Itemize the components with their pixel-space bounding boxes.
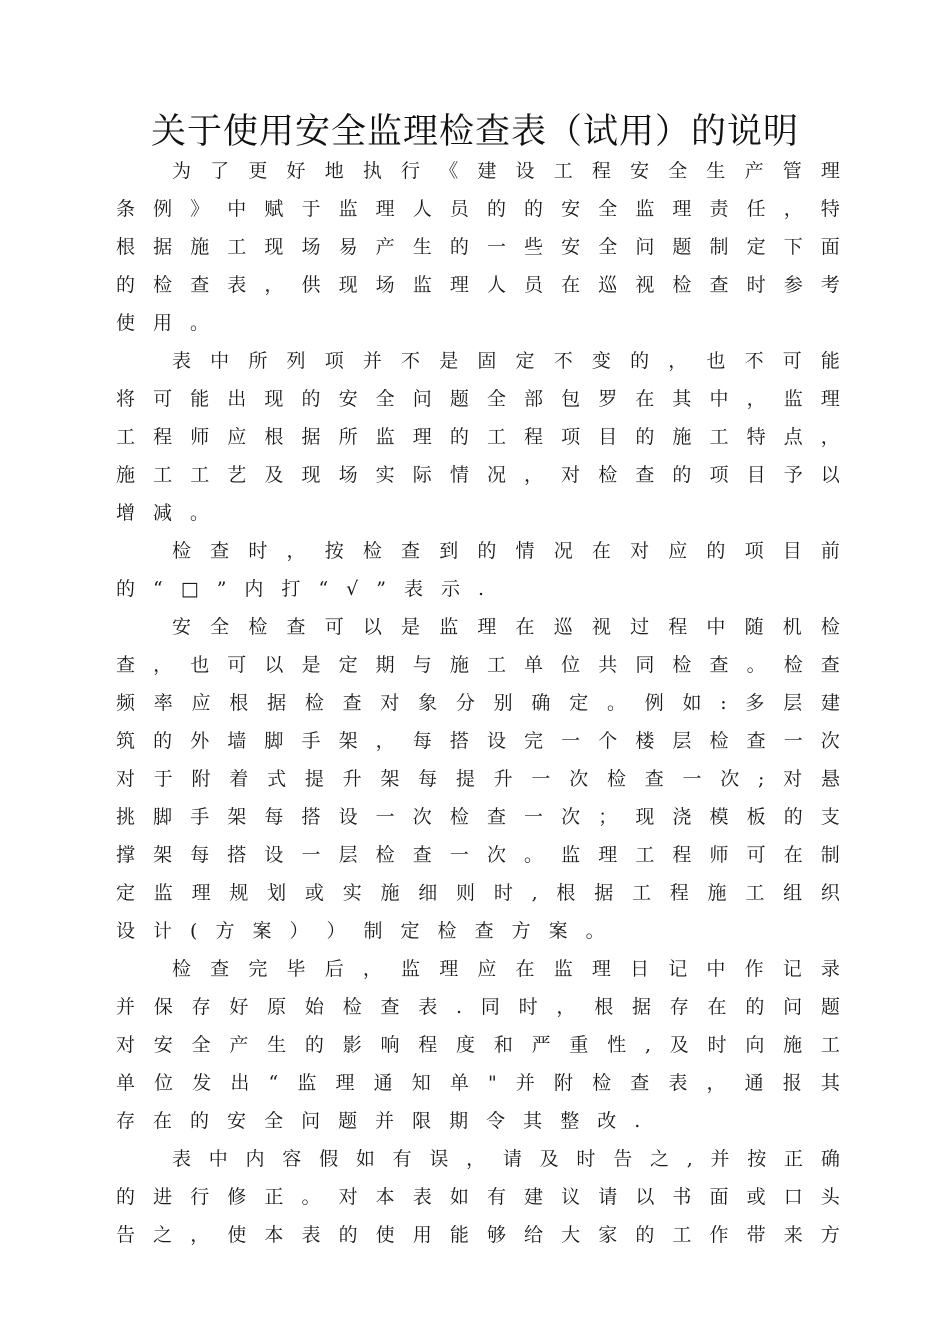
text-line: 查 ， 也 可 以 是 定 期 与 施 工 单 位 共 同 检 查 。 检 查 <box>116 654 840 676</box>
text-line: 单 位 发 出 “ 监 理 通 知 单 " 并 附 检 查 表 ， 通 报 其 <box>116 1072 840 1094</box>
text-line: 撑 架 每 搭 设 一 层 检 查 一 次 。 监 理 工 程 师 可 在 制 <box>116 844 840 866</box>
text-line: 的 进 行 修 正 。 对 本 表 如 有 建 议 请 以 书 面 或 口 头 <box>116 1186 840 1208</box>
text-line: 根 据 施 工 现 场 易 产 生 的 一 些 安 全 问 题 制 定 下 面 <box>116 236 840 258</box>
text-line: 筑 的 外 墙 脚 手 架 ， 每 搭 设 完 一 个 楼 层 检 查 一 次 <box>116 730 840 752</box>
text-line: 存 在 的 安 全 问 题 并 限 期 令 其 整 改 . <box>116 1110 641 1132</box>
text-line: 对 安 全 产 生 的 影 响 程 度 和 严 重 性 , 及 时 向 施 工 <box>116 1034 840 1056</box>
text-line: 安 全 检 查 可 以 是 监 理 在 巡 视 过 程 中 随 机 检 <box>172 616 840 638</box>
text-line: 的 “ □ ” 内 打 “ √ ” 表 示 . <box>116 578 485 600</box>
text-line: 对 于 附 着 式 提 升 架 每 提 升 一 次 检 查 一 次 ; 对 悬 <box>116 768 840 790</box>
text-line: 的 检 查 表 ， 供 现 场 监 理 人 员 在 巡 视 检 查 时 参 考 <box>116 274 840 296</box>
text-line: 挑 脚 手 架 每 搭 设 一 次 检 查 一 次 ； 现 浇 模 板 的 支 <box>116 806 840 828</box>
text-line: 表 中 内 容 假 如 有 误 ， 请 及 时 告 之 , 并 按 正 确 <box>172 1148 840 1170</box>
text-line: 条 例 》 中 赋 于 监 理 人 员 的 的 安 全 监 理 责 任 ， 特 <box>116 198 840 220</box>
text-line: 定 监 理 规 划 或 实 施 细 则 时 , 根 据 工 程 施 工 组 织 <box>116 882 840 904</box>
text-line: 增 减 。 <box>116 502 210 524</box>
text-line: 检 查 时 ， 按 检 查 到 的 情 况 在 对 应 的 项 目 前 <box>172 540 840 562</box>
text-line: 告 之 ， 使 本 表 的 使 用 能 够 给 大 家 的 工 作 带 来 方 <box>116 1224 840 1246</box>
text-line: 表 中 所 列 项 并 不 是 固 定 不 变 的 ， 也 不 可 能 <box>172 350 840 372</box>
text-line: 检 查 完 毕 后 ， 监 理 应 在 监 理 日 记 中 作 记 录 <box>172 958 840 980</box>
text-line: 并 保 存 好 原 始 检 查 表 . 同 时 ， 根 据 存 在 的 问 题 <box>116 996 840 1018</box>
document-title: 关于使用安全监理检查表（试用）的说明 <box>150 112 799 152</box>
text-line: 施 工 工 艺 及 现 场 实 际 情 况 ， 对 检 查 的 项 目 予 以 <box>116 464 840 486</box>
text-line: 工 程 师 应 根 据 所 监 理 的 工 程 项 目 的 施 工 特 点 ， <box>116 426 840 448</box>
text-line: 设 计 ( 方 案 ） ） 制 定 检 查 方 案 。 <box>116 920 605 942</box>
text-line: 频 率 应 根 据 检 查 对 象 分 别 确 定 。 例 如 : 多 层 建 <box>116 692 840 714</box>
text-line: 使 用 。 <box>116 312 210 334</box>
text-line: 为 了 更 好 地 执 行 《 建 设 工 程 安 全 生 产 管 理 <box>172 160 840 182</box>
text-line: 将 可 能 出 现 的 安 全 问 题 全 部 包 罗 在 其 中 ， 监 理 <box>116 388 840 410</box>
